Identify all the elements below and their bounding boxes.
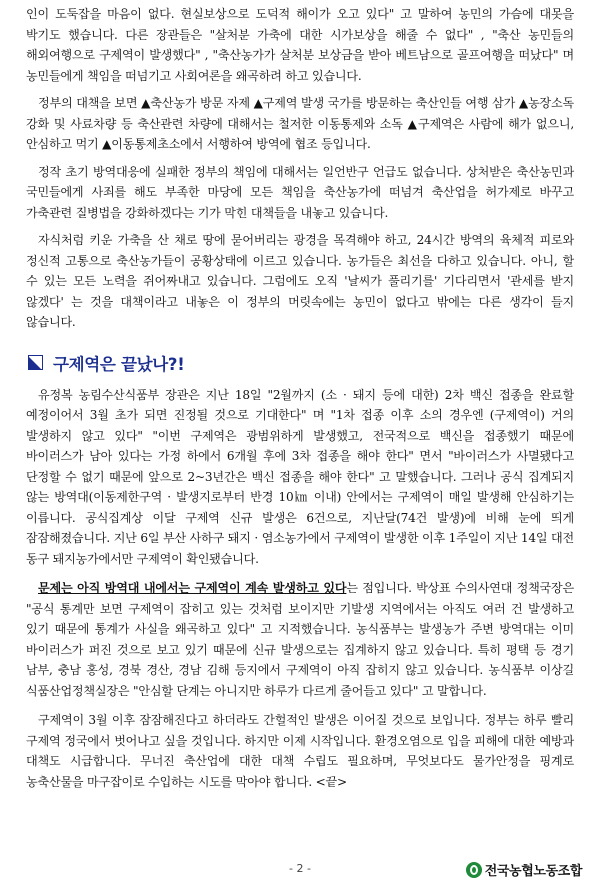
paragraph-ongoing-rest: 는 점입니다. 박상표 수의사연대 정책국장은 "공식 통계만 보면 구제역이 잡히고 있는 것처럼 보이지만 기발생 지역에서는 아직도 여러 건 발생하고 있기 때문에 통계가 사실을 왜곡하고 있다" 고 지적했습니다. 농식품부는 발생농가 주변 방역대는 이미 바이러스가 퍼진 것으로 보고 있기 때문에 신규 발생으로는 집계하지 않고 있습니다. 특히 평택 등 경기 남부, 충남 홍성, 경북 경산, 경남 김해 등지에서 구제역이 아직 잡히지 않고 있습니다. 농식품부 이상길 식품산업정책실장은 "안심할 단계는 아니지만 하루가 다르게 줄어들고 있다" 고 말합니다.	[26, 581, 574, 698]
paragraph-farmers-suffering: 자식처럼 키운 가축을 산 채로 땅에 묻어버리는 광경을 목격해야 하고, 24시간 방역의 육체적 피로와 정신적 고통으로 축산농가들이 공황상태에 이르고 있습니다. 농가들은 최선을 다하고 있습니다. 아니, 할 수 있는 모든 노력을 쥐어짜내고 있습니다. 그럼에도 오직 '날씨가 풀리기를' 기다리면서 '관세를 받지 않겠다' 는 것을 대책이라고 내놓은 이 정부의 머릿속에는 농민이 없다고 밖에는 다른 생각이 들지 않습니다.	[26, 233, 574, 329]
organization-logo	[466, 860, 582, 879]
page-footer	[0, 858, 600, 882]
section-heading	[28, 351, 574, 375]
section-square-icon	[28, 355, 43, 370]
section-heading-text: 구제역은 끝났나?!	[53, 354, 185, 374]
page-number: - 2 -	[289, 862, 311, 875]
paragraph-continuation: 인이 도둑잡을 마음이 없다. 현실보상으로 도덕적 해이가 오고 있다" 고 말하여 농민의 가슴에 대못을 박기도 했습니다. 다른 장관들은 "살처분 가축에 대한 시가보상을 해줄 수 없다" , "축산 농민들의 해외여행으로 구제역이 발생했다" , "축산농가가 살처분 보상금을 받아 베트남으로 골프여행을 떠났다" 며 농민들에게 책임을 떠넘기고 사회여론을 왜곡하려 하고 있습니다.	[26, 7, 574, 83]
organization-name: 전국농협노동조합	[484, 864, 582, 879]
paragraph-government-measures: 정부의 대책을 보면 ▲축산농가 방문 자제 ▲구제역 발생 국가를 방문하는 축산인들 여행 삼가 ▲농장소독 강화 및 사료차량 등 축산관련 차량에 대해서는 철저한 이동통제와 소독 ▲구제역은 사람에 해가 없으니, 안심하고 먹기 ▲이동통제초소에서 서행하여 방역에 협조 등입니다.	[26, 96, 574, 151]
paragraph-conclusion: 구제역이 3월 이후 잠잠해진다고 하더라도 간헐적인 발생은 이어질 것으로 보입니다. 정부는 하루 빨리 구제역 정국에서 벗어나고 싶을 것입니다. 하지만 이제 시작입니다. 환경오염으로 입을 피해에 대한 예방과 대책도 시급합니다. 무너진 축산업에 대한 대책 수립도 필요하며, 무엇보다도 물가안정을 핑계로 농축산물을 마구잡이로 수입하는 시도를 막아야 합니다. <끝>	[26, 713, 574, 789]
paragraph-responsibility: 정작 초기 방역대응에 실패한 정부의 책임에 대해서는 일언반구 언급도 없습니다. 상처받은 축산농민과 국민들에게 사죄를 해도 부족한 마당에 모든 책임을 축산농가에 떠넘겨 축산업을 허가제로 바꾸고 가축관련 질병법을 강화하겠다는 기가 막힌 대책들을 내놓고 있습니다.	[26, 164, 574, 220]
union-logo-icon	[466, 862, 482, 878]
paragraph-ongoing-outbreaks	[26, 578, 574, 701]
document-body	[26, 4, 574, 792]
emphasized-phrase: 문제는 아직 방역대 내에서는 구제역이 계속 발생하고 있다	[38, 581, 347, 595]
paragraph-minister-statement: 유정복 농림수산식품부 장관은 지난 18일 "2월까지 (소 · 돼지 등에 대한) 2차 백신 접종을 완료할 예정이어서 3월 초가 되면 진정될 것으로 기대한다" 며 "1차 접종 이후 소의 경우엔 (구제역이) 거의 발생하지 않고 있다" "이번 구제역은 광범위하게 발생했고, 전국적으로 백신을 접종했기 때문에 바이러스가 남아 있다는 가정 하에서 6개월 후에 3차 접종을 해야 한다" 면서 "바이러스가 사멸됐다고 단정할 수 없기 때문에 앞으로 2~3년간은 백신 접종을 해야 한다" 고 말했습니다. 그러나 공식 집계되지 않는 방역대(이동제한구역 · 발생지로부터 반경 10㎞ 이내) 안에서는 구제역이 매일 발생해 안심하기는 이릅니다. 공식집계상 이달 구제역 신규 발생은 6건으로, 지난달(74건 발생)에 비해 눈에 띄게 잠잠해졌습니다. 지난 6일 부산 사하구 돼지 · 염소농가에서 구제역이 발생한 이후 1주일이 지난 14일 대전 동구 돼지농가에서만 구제역이 확인됐습니다.	[26, 387, 574, 566]
